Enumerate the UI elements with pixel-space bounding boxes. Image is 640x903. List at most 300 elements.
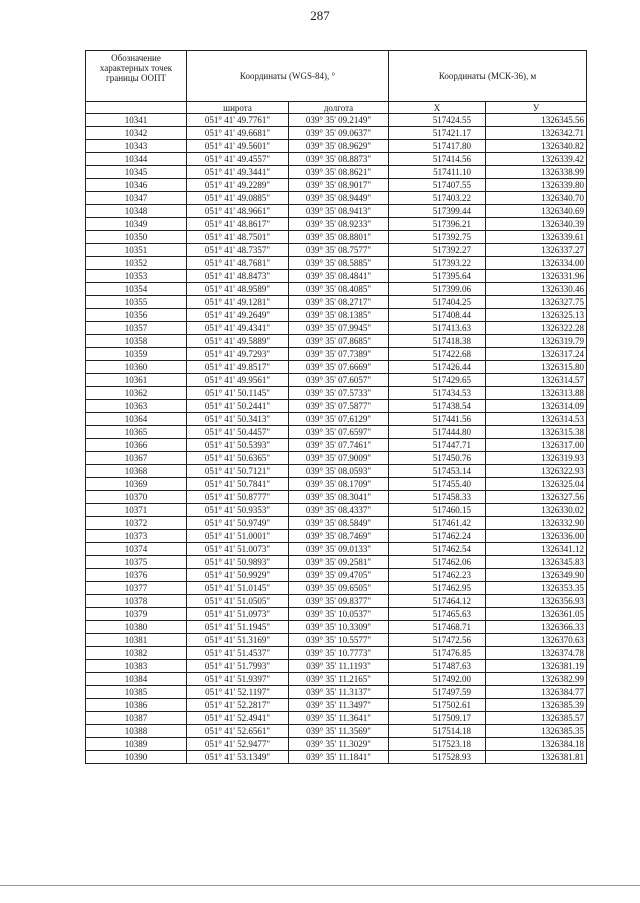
latitude-cell: 051° 41' 48.7357" bbox=[187, 244, 289, 257]
y-coordinate-cell: 1326345.83 bbox=[486, 556, 587, 569]
latitude-cell: 051° 41' 50.9353" bbox=[187, 504, 289, 517]
y-coordinate-cell: 1326330.02 bbox=[486, 504, 587, 517]
table-row bbox=[86, 686, 587, 699]
latitude-cell: 051° 41' 49.7293" bbox=[187, 348, 289, 361]
table-row bbox=[86, 699, 587, 712]
latitude-cell: 051° 41' 49.3441" bbox=[187, 166, 289, 179]
point-id-cell: 10370 bbox=[86, 491, 187, 504]
point-id-cell: 10341 bbox=[86, 114, 187, 127]
point-id-cell: 10349 bbox=[86, 218, 187, 231]
longitude-cell: 039° 35' 07.6129" bbox=[289, 413, 389, 426]
x-coordinate-cell: 517476.85 bbox=[389, 647, 486, 660]
y-coordinate-cell: 1326338.99 bbox=[486, 166, 587, 179]
latitude-cell: 051° 41' 50.6365" bbox=[187, 452, 289, 465]
latitude-cell: 051° 41' 49.4557" bbox=[187, 153, 289, 166]
y-coordinate-cell: 1326330.46 bbox=[486, 283, 587, 296]
point-id-cell: 10390 bbox=[86, 751, 187, 764]
latitude-cell: 051° 41' 51.9397" bbox=[187, 673, 289, 686]
point-id-cell: 10373 bbox=[86, 530, 187, 543]
point-id-cell: 10388 bbox=[86, 725, 187, 738]
table-row bbox=[86, 283, 587, 296]
y-coordinate-cell: 1326327.75 bbox=[486, 296, 587, 309]
table-row bbox=[86, 556, 587, 569]
latitude-cell: 051° 41' 49.8517" bbox=[187, 361, 289, 374]
x-coordinate-cell: 517418.38 bbox=[389, 335, 486, 348]
x-coordinate-cell: 517393.22 bbox=[389, 257, 486, 270]
latitude-cell: 051° 41' 50.8777" bbox=[187, 491, 289, 504]
latitude-header: широта bbox=[187, 102, 289, 114]
table-header bbox=[86, 51, 587, 114]
y-coordinate-cell: 1326314.09 bbox=[486, 400, 587, 413]
y-coordinate-cell: 1326374.78 bbox=[486, 647, 587, 660]
y-coordinate-cell: 1326349.90 bbox=[486, 569, 587, 582]
point-id-cell: 10380 bbox=[86, 621, 187, 634]
latitude-cell: 051° 41' 50.7841" bbox=[187, 478, 289, 491]
table-row bbox=[86, 595, 587, 608]
x-coordinate-cell: 517492.00 bbox=[389, 673, 486, 686]
longitude-cell: 039° 35' 08.9017" bbox=[289, 179, 389, 192]
x-coordinate-cell: 517528.93 bbox=[389, 751, 486, 764]
latitude-cell: 051° 41' 51.3169" bbox=[187, 634, 289, 647]
longitude-cell: 039° 35' 11.3641" bbox=[289, 712, 389, 725]
y-coordinate-cell: 1326337.27 bbox=[486, 244, 587, 257]
y-coordinate-cell: 1326325.13 bbox=[486, 309, 587, 322]
point-id-cell: 10343 bbox=[86, 140, 187, 153]
longitude-cell: 039° 35' 09.0133" bbox=[289, 543, 389, 556]
longitude-cell: 039° 35' 08.4085" bbox=[289, 283, 389, 296]
x-coordinate-cell: 517396.21 bbox=[389, 218, 486, 231]
x-coordinate-cell: 517468.71 bbox=[389, 621, 486, 634]
table-row bbox=[86, 140, 587, 153]
longitude-cell: 039° 35' 08.9413" bbox=[289, 205, 389, 218]
x-coordinate-cell: 517462.06 bbox=[389, 556, 486, 569]
y-coordinate-cell: 1326385.39 bbox=[486, 699, 587, 712]
latitude-cell: 051° 41' 51.0145" bbox=[187, 582, 289, 595]
longitude-cell: 039° 35' 07.5733" bbox=[289, 387, 389, 400]
x-coordinate-cell: 517417.80 bbox=[389, 140, 486, 153]
y-coordinate-cell: 1326339.42 bbox=[486, 153, 587, 166]
point-id-cell: 10372 bbox=[86, 517, 187, 530]
latitude-cell: 051° 41' 52.6561" bbox=[187, 725, 289, 738]
latitude-cell: 051° 41' 53.1349" bbox=[187, 751, 289, 764]
y-coordinate-cell: 1326332.90 bbox=[486, 517, 587, 530]
point-id-cell: 10358 bbox=[86, 335, 187, 348]
table-row bbox=[86, 504, 587, 517]
x-coordinate-cell: 517414.56 bbox=[389, 153, 486, 166]
latitude-cell: 051° 41' 50.7121" bbox=[187, 465, 289, 478]
latitude-cell: 051° 41' 50.9893" bbox=[187, 556, 289, 569]
table-row bbox=[86, 465, 587, 478]
longitude-cell: 039° 35' 08.0593" bbox=[289, 465, 389, 478]
point-id-cell: 10350 bbox=[86, 231, 187, 244]
point-id-cell: 10361 bbox=[86, 374, 187, 387]
y-coordinate-cell: 1326340.70 bbox=[486, 192, 587, 205]
longitude-cell: 039° 35' 10.7773" bbox=[289, 647, 389, 660]
latitude-cell: 051° 41' 50.9749" bbox=[187, 517, 289, 530]
latitude-cell: 051° 41' 49.2289" bbox=[187, 179, 289, 192]
point-id-cell: 10363 bbox=[86, 400, 187, 413]
y-coordinate-cell: 1326356.93 bbox=[486, 595, 587, 608]
point-id-cell: 10346 bbox=[86, 179, 187, 192]
y-coordinate-cell: 1326381.19 bbox=[486, 660, 587, 673]
latitude-cell: 051° 41' 48.7501" bbox=[187, 231, 289, 244]
table-row bbox=[86, 582, 587, 595]
point-id-cell: 10354 bbox=[86, 283, 187, 296]
y-coordinate-cell: 1326341.12 bbox=[486, 543, 587, 556]
y-coordinate-cell: 1326353.35 bbox=[486, 582, 587, 595]
table-row bbox=[86, 231, 587, 244]
latitude-cell: 051° 41' 48.8617" bbox=[187, 218, 289, 231]
latitude-cell: 051° 41' 49.6681" bbox=[187, 127, 289, 140]
point-id-cell: 10383 bbox=[86, 660, 187, 673]
latitude-cell: 051° 41' 48.8473" bbox=[187, 270, 289, 283]
longitude-cell: 039° 35' 10.5577" bbox=[289, 634, 389, 647]
table-row bbox=[86, 621, 587, 634]
point-id-cell: 10359 bbox=[86, 348, 187, 361]
point-id-cell: 10351 bbox=[86, 244, 187, 257]
y-coordinate-cell: 1326313.88 bbox=[486, 387, 587, 400]
point-id-cell: 10344 bbox=[86, 153, 187, 166]
longitude-cell: 039° 35' 08.8801" bbox=[289, 231, 389, 244]
latitude-cell: 051° 41' 49.5889" bbox=[187, 335, 289, 348]
latitude-cell: 051° 41' 50.1145" bbox=[187, 387, 289, 400]
table-row bbox=[86, 218, 587, 231]
x-coordinate-cell: 517447.71 bbox=[389, 439, 486, 452]
table-row bbox=[86, 348, 587, 361]
longitude-cell: 039° 35' 09.8377" bbox=[289, 595, 389, 608]
latitude-cell: 051° 41' 48.9589" bbox=[187, 283, 289, 296]
point-id-cell: 10374 bbox=[86, 543, 187, 556]
y-coordinate-cell: 1326339.80 bbox=[486, 179, 587, 192]
longitude-cell: 039° 35' 08.8873" bbox=[289, 153, 389, 166]
y-coordinate-cell: 1326361.05 bbox=[486, 608, 587, 621]
empty-subheader bbox=[86, 102, 187, 114]
table-row bbox=[86, 387, 587, 400]
table-row bbox=[86, 374, 587, 387]
page-number: 287 bbox=[310, 8, 330, 23]
point-id-cell: 10367 bbox=[86, 452, 187, 465]
y-coordinate-cell: 1326314.57 bbox=[486, 374, 587, 387]
latitude-cell: 051° 41' 52.4941" bbox=[187, 712, 289, 725]
coordinates-table bbox=[85, 50, 587, 764]
x-coordinate-cell: 517444.80 bbox=[389, 426, 486, 439]
x-coordinate-cell: 517392.75 bbox=[389, 231, 486, 244]
point-id-cell: 10360 bbox=[86, 361, 187, 374]
longitude-cell: 039° 35' 11.1193" bbox=[289, 660, 389, 673]
latitude-cell: 051° 41' 50.9929" bbox=[187, 569, 289, 582]
x-coordinate-cell: 517411.10 bbox=[389, 166, 486, 179]
longitude-cell: 039° 35' 11.1841" bbox=[289, 751, 389, 764]
x-coordinate-cell: 517464.12 bbox=[389, 595, 486, 608]
y-header: У bbox=[486, 102, 587, 114]
table-row bbox=[86, 426, 587, 439]
x-coordinate-cell: 517497.59 bbox=[389, 686, 486, 699]
latitude-cell: 051° 41' 51.0505" bbox=[187, 595, 289, 608]
longitude-cell: 039° 35' 09.2149" bbox=[289, 114, 389, 127]
latitude-cell: 051° 41' 50.3413" bbox=[187, 413, 289, 426]
table-row bbox=[86, 153, 587, 166]
longitude-cell: 039° 35' 08.3041" bbox=[289, 491, 389, 504]
x-coordinate-cell: 517450.76 bbox=[389, 452, 486, 465]
y-coordinate-cell: 1326382.99 bbox=[486, 673, 587, 686]
longitude-cell: 039° 35' 11.3569" bbox=[289, 725, 389, 738]
point-id-cell: 10366 bbox=[86, 439, 187, 452]
point-id-cell: 10384 bbox=[86, 673, 187, 686]
point-id-cell: 10368 bbox=[86, 465, 187, 478]
y-coordinate-cell: 1326331.96 bbox=[486, 270, 587, 283]
longitude-cell: 039° 35' 09.0637" bbox=[289, 127, 389, 140]
longitude-cell: 039° 35' 09.6505" bbox=[289, 582, 389, 595]
point-id-cell: 10371 bbox=[86, 504, 187, 517]
table-row bbox=[86, 660, 587, 673]
latitude-cell: 051° 41' 51.7993" bbox=[187, 660, 289, 673]
y-coordinate-cell: 1326322.28 bbox=[486, 322, 587, 335]
point-id-cell: 10375 bbox=[86, 556, 187, 569]
longitude-cell: 039° 35' 09.4705" bbox=[289, 569, 389, 582]
longitude-cell: 039° 35' 10.0537" bbox=[289, 608, 389, 621]
table-row bbox=[86, 361, 587, 374]
point-id-cell: 10357 bbox=[86, 322, 187, 335]
y-coordinate-cell: 1326345.56 bbox=[486, 114, 587, 127]
y-coordinate-cell: 1326339.61 bbox=[486, 231, 587, 244]
wgs84-coordinates-header: Координаты (WGS-84), ° bbox=[187, 51, 389, 102]
point-id-cell: 10362 bbox=[86, 387, 187, 400]
x-coordinate-cell: 517462.54 bbox=[389, 543, 486, 556]
latitude-cell: 051° 41' 51.0073" bbox=[187, 543, 289, 556]
table-row bbox=[86, 322, 587, 335]
x-coordinate-cell: 517441.56 bbox=[389, 413, 486, 426]
table-row bbox=[86, 530, 587, 543]
longitude-cell: 039° 35' 08.4337" bbox=[289, 504, 389, 517]
latitude-cell: 051° 41' 51.0001" bbox=[187, 530, 289, 543]
x-coordinate-cell: 517509.17 bbox=[389, 712, 486, 725]
longitude-cell: 039° 35' 07.8685" bbox=[289, 335, 389, 348]
point-id-cell: 10376 bbox=[86, 569, 187, 582]
table-row bbox=[86, 244, 587, 257]
table-body bbox=[86, 114, 587, 764]
point-id-cell: 10353 bbox=[86, 270, 187, 283]
longitude-header: долгота bbox=[289, 102, 389, 114]
table-row bbox=[86, 634, 587, 647]
bottom-divider bbox=[0, 885, 640, 886]
latitude-cell: 051° 41' 52.1197" bbox=[187, 686, 289, 699]
longitude-cell: 039° 35' 08.2717" bbox=[289, 296, 389, 309]
latitude-cell: 051° 41' 51.1945" bbox=[187, 621, 289, 634]
longitude-cell: 039° 35' 08.8621" bbox=[289, 166, 389, 179]
table-row bbox=[86, 751, 587, 764]
table-row bbox=[86, 400, 587, 413]
x-coordinate-cell: 517413.63 bbox=[389, 322, 486, 335]
x-coordinate-cell: 517458.33 bbox=[389, 491, 486, 504]
point-id-cell: 10352 bbox=[86, 257, 187, 270]
table-row bbox=[86, 725, 587, 738]
point-id-cell: 10387 bbox=[86, 712, 187, 725]
longitude-cell: 039° 35' 08.9449" bbox=[289, 192, 389, 205]
x-coordinate-cell: 517422.68 bbox=[389, 348, 486, 361]
table-row bbox=[86, 738, 587, 751]
table-row bbox=[86, 127, 587, 140]
longitude-cell: 039° 35' 07.9009" bbox=[289, 452, 389, 465]
header-row-main bbox=[86, 51, 587, 102]
y-coordinate-cell: 1326340.69 bbox=[486, 205, 587, 218]
x-coordinate-cell: 517502.61 bbox=[389, 699, 486, 712]
point-id-cell: 10356 bbox=[86, 309, 187, 322]
longitude-cell: 039° 35' 08.7469" bbox=[289, 530, 389, 543]
latitude-cell: 051° 41' 49.5601" bbox=[187, 140, 289, 153]
longitude-cell: 039° 35' 07.6597" bbox=[289, 426, 389, 439]
x-coordinate-cell: 517462.95 bbox=[389, 582, 486, 595]
y-coordinate-cell: 1326314.53 bbox=[486, 413, 587, 426]
latitude-cell: 051° 41' 50.5393" bbox=[187, 439, 289, 452]
point-id-cell: 10385 bbox=[86, 686, 187, 699]
latitude-cell: 051° 41' 50.4457" bbox=[187, 426, 289, 439]
table-row bbox=[86, 647, 587, 660]
latitude-cell: 051° 41' 50.2441" bbox=[187, 400, 289, 413]
y-coordinate-cell: 1326384.18 bbox=[486, 738, 587, 751]
x-coordinate-cell: 517460.15 bbox=[389, 504, 486, 517]
y-coordinate-cell: 1326385.57 bbox=[486, 712, 587, 725]
table-row bbox=[86, 114, 587, 127]
latitude-cell: 051° 41' 49.9561" bbox=[187, 374, 289, 387]
longitude-cell: 039° 35' 08.1385" bbox=[289, 309, 389, 322]
table-row bbox=[86, 712, 587, 725]
y-coordinate-cell: 1326334.00 bbox=[486, 257, 587, 270]
latitude-cell: 051° 41' 49.0885" bbox=[187, 192, 289, 205]
table-row bbox=[86, 543, 587, 556]
x-coordinate-cell: 517408.44 bbox=[389, 309, 486, 322]
msk36-coordinates-header: Координаты (МСК-36), м bbox=[389, 51, 587, 102]
x-coordinate-cell: 517429.65 bbox=[389, 374, 486, 387]
latitude-cell: 051° 41' 51.0973" bbox=[187, 608, 289, 621]
longitude-cell: 039° 35' 08.4841" bbox=[289, 270, 389, 283]
y-coordinate-cell: 1326384.77 bbox=[486, 686, 587, 699]
latitude-cell: 051° 41' 48.7681" bbox=[187, 257, 289, 270]
longitude-cell: 039° 35' 08.9233" bbox=[289, 218, 389, 231]
table-row bbox=[86, 192, 587, 205]
table-row bbox=[86, 439, 587, 452]
y-coordinate-cell: 1326319.93 bbox=[486, 452, 587, 465]
table-row bbox=[86, 608, 587, 621]
x-coordinate-cell: 517404.25 bbox=[389, 296, 486, 309]
x-coordinate-cell: 517438.54 bbox=[389, 400, 486, 413]
x-coordinate-cell: 517392.27 bbox=[389, 244, 486, 257]
point-id-cell: 10355 bbox=[86, 296, 187, 309]
y-coordinate-cell: 1326317.24 bbox=[486, 348, 587, 361]
latitude-cell: 051° 41' 49.2649" bbox=[187, 309, 289, 322]
point-id-cell: 10377 bbox=[86, 582, 187, 595]
table-row bbox=[86, 413, 587, 426]
x-coordinate-cell: 517465.63 bbox=[389, 608, 486, 621]
longitude-cell: 039° 35' 11.3497" bbox=[289, 699, 389, 712]
x-coordinate-cell: 517403.22 bbox=[389, 192, 486, 205]
y-coordinate-cell: 1326340.82 bbox=[486, 140, 587, 153]
point-id-cell: 10364 bbox=[86, 413, 187, 426]
x-coordinate-cell: 517426.44 bbox=[389, 361, 486, 374]
x-coordinate-cell: 517424.55 bbox=[389, 114, 486, 127]
x-coordinate-cell: 517453.14 bbox=[389, 465, 486, 478]
table-row bbox=[86, 270, 587, 283]
point-id-cell: 10382 bbox=[86, 647, 187, 660]
latitude-cell: 051° 41' 49.4341" bbox=[187, 322, 289, 335]
y-coordinate-cell: 1326340.39 bbox=[486, 218, 587, 231]
longitude-cell: 039° 35' 08.5885" bbox=[289, 257, 389, 270]
longitude-cell: 039° 35' 08.9629" bbox=[289, 140, 389, 153]
x-coordinate-cell: 517514.18 bbox=[389, 725, 486, 738]
point-id-cell: 10381 bbox=[86, 634, 187, 647]
longitude-cell: 039° 35' 07.6669" bbox=[289, 361, 389, 374]
y-coordinate-cell: 1326366.33 bbox=[486, 621, 587, 634]
table-row bbox=[86, 257, 587, 270]
latitude-cell: 051° 41' 49.7761" bbox=[187, 114, 289, 127]
longitude-cell: 039° 35' 07.5877" bbox=[289, 400, 389, 413]
point-id-cell: 10369 bbox=[86, 478, 187, 491]
point-id-cell: 10379 bbox=[86, 608, 187, 621]
table-row bbox=[86, 673, 587, 686]
x-coordinate-cell: 517472.56 bbox=[389, 634, 486, 647]
x-coordinate-cell: 517523.18 bbox=[389, 738, 486, 751]
y-coordinate-cell: 1326336.00 bbox=[486, 530, 587, 543]
x-coordinate-cell: 517462.24 bbox=[389, 530, 486, 543]
table-row bbox=[86, 335, 587, 348]
table-row bbox=[86, 166, 587, 179]
y-coordinate-cell: 1326315.80 bbox=[486, 361, 587, 374]
longitude-cell: 039° 35' 10.3309" bbox=[289, 621, 389, 634]
x-coordinate-cell: 517487.63 bbox=[389, 660, 486, 673]
y-coordinate-cell: 1326381.81 bbox=[486, 751, 587, 764]
y-coordinate-cell: 1326315.38 bbox=[486, 426, 587, 439]
table-row bbox=[86, 309, 587, 322]
x-coordinate-cell: 517455.40 bbox=[389, 478, 486, 491]
longitude-cell: 039° 35' 08.1709" bbox=[289, 478, 389, 491]
longitude-cell: 039° 35' 07.6057" bbox=[289, 374, 389, 387]
longitude-cell: 039° 35' 08.5849" bbox=[289, 517, 389, 530]
latitude-cell: 051° 41' 52.9477" bbox=[187, 738, 289, 751]
point-id-cell: 10389 bbox=[86, 738, 187, 751]
table-row bbox=[86, 491, 587, 504]
latitude-cell: 051° 41' 51.4537" bbox=[187, 647, 289, 660]
y-coordinate-cell: 1326325.04 bbox=[486, 478, 587, 491]
x-header: X bbox=[389, 102, 486, 114]
longitude-cell: 039° 35' 07.7461" bbox=[289, 439, 389, 452]
y-coordinate-cell: 1326327.56 bbox=[486, 491, 587, 504]
point-id-cell: 10347 bbox=[86, 192, 187, 205]
x-coordinate-cell: 517462.23 bbox=[389, 569, 486, 582]
y-coordinate-cell: 1326385.35 bbox=[486, 725, 587, 738]
x-coordinate-cell: 517461.42 bbox=[389, 517, 486, 530]
y-coordinate-cell: 1326370.63 bbox=[486, 634, 587, 647]
y-coordinate-cell: 1326317.00 bbox=[486, 439, 587, 452]
point-id-cell: 10386 bbox=[86, 699, 187, 712]
point-id-cell: 10365 bbox=[86, 426, 187, 439]
point-id-cell: 10345 bbox=[86, 166, 187, 179]
longitude-cell: 039° 35' 11.3137" bbox=[289, 686, 389, 699]
y-coordinate-cell: 1326342.71 bbox=[486, 127, 587, 140]
x-coordinate-cell: 517421.17 bbox=[389, 127, 486, 140]
x-coordinate-cell: 517395.64 bbox=[389, 270, 486, 283]
table-row bbox=[86, 478, 587, 491]
point-id-cell: 10378 bbox=[86, 595, 187, 608]
latitude-cell: 051° 41' 52.2817" bbox=[187, 699, 289, 712]
x-coordinate-cell: 517407.55 bbox=[389, 179, 486, 192]
y-coordinate-cell: 1326322.93 bbox=[486, 465, 587, 478]
longitude-cell: 039° 35' 07.7389" bbox=[289, 348, 389, 361]
x-coordinate-cell: 517434.53 bbox=[389, 387, 486, 400]
table-row bbox=[86, 452, 587, 465]
longitude-cell: 039° 35' 11.3029" bbox=[289, 738, 389, 751]
point-designation-header: Обозначение характерных точек границы ООПТ bbox=[86, 51, 187, 102]
x-coordinate-cell: 517399.44 bbox=[389, 205, 486, 218]
point-id-cell: 10342 bbox=[86, 127, 187, 140]
